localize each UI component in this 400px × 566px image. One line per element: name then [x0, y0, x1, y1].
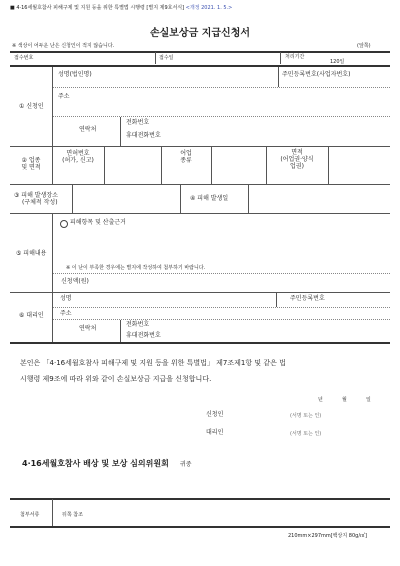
attach-label: 첨부서류: [20, 512, 40, 518]
damage-items-checkbox[interactable]: [60, 220, 68, 228]
date-month-label: 월: [342, 397, 347, 403]
agent-mobile-label: 휴대전화번호: [126, 332, 161, 339]
area-label: 면적 (어업권·양식 업권): [280, 149, 314, 170]
damage-date-label: ④ 피해 발생일: [190, 195, 229, 202]
applicant-section-label: ① 신청인: [19, 103, 44, 110]
applicant-phone-label: 전화번호: [126, 119, 150, 126]
applicant-address-label: 주소: [58, 93, 70, 100]
fishery-type-label: 어업 종류: [180, 150, 192, 164]
attach-value: 뒤쪽 참조: [62, 512, 83, 518]
agent-address-label: 주소: [60, 310, 72, 317]
receipt-date-label: 접수일: [159, 55, 174, 61]
damage-place-label: ③ 피해 발생장소 (구체적 작성): [14, 192, 58, 206]
period-label: 처리기간: [285, 54, 305, 60]
sign-applicant-hint[interactable]: (서명 또는 인): [290, 413, 322, 419]
notice-text: ※ 색상이 어두운 난은 신청인이 적지 않습니다.: [12, 43, 115, 49]
agent-phone-label: 전화번호: [126, 321, 150, 328]
period-value: 120일: [330, 59, 345, 65]
agent-name-label: 성명: [60, 295, 72, 302]
committee-suffix: 귀중: [179, 461, 192, 468]
form-title: 손실보상금 지급신청서: [149, 28, 251, 39]
committee-line: [22, 451, 192, 470]
date-day-label: 일: [366, 397, 371, 403]
declaration-line-1: 본인은 「4·16세월호참사 피해구제 및 지원 등을 위한 특별법」 제7조제1항 및 같은 법: [20, 359, 286, 367]
applicant-id-label: 주민등록번호(사업자번호): [282, 71, 351, 78]
damage-items-label: 피해항목 및 산출근거: [70, 219, 126, 226]
table-top-border: [10, 51, 390, 53]
applicant-contact-label: 연락처: [79, 126, 97, 133]
paper-size-note: 210mm×297mm[백상지 80g/㎡]: [288, 533, 367, 539]
requested-amount-label: 신청액(원): [61, 278, 89, 285]
declaration-line-2: 시행령 제9조에 따라 위와 같이 손실보상금 지급을 신청합니다.: [20, 375, 212, 383]
date-year-label: 년: [318, 397, 323, 403]
sign-agent-hint[interactable]: (서명 또는 인): [290, 431, 322, 437]
damage-note: ※ 이 난이 부족한 경우에는 별지에 작성하여 첨부하기 바랍니다.: [66, 265, 206, 271]
sign-agent-label: 대리인: [206, 429, 224, 436]
header-note-prefix: ■ 4·16세월호참사 피해구제 및 지원 등을 위한 특별법 시행령 [별지 제9호서식]: [10, 5, 185, 11]
business-section-label: ② 업종 및 면적: [21, 157, 41, 171]
agent-contact-label: 연락처: [79, 325, 97, 332]
applicant-name-label: 성명(법인명): [58, 71, 92, 78]
damage-section-label: ⑤ 피해내용: [16, 250, 47, 257]
sign-applicant-label: 신청인: [206, 411, 224, 418]
form-header-note: [10, 5, 232, 11]
header-note-amend: <개정 2021. 1. 5.>: [185, 5, 233, 11]
agent-id-label: 주민등록번호: [290, 295, 325, 302]
page-mark: (앞쪽): [357, 43, 371, 49]
agent-section-label: ⑥ 대리인: [19, 312, 44, 319]
applicant-mobile-label: 휴대전화번호: [126, 132, 161, 139]
committee-name: 4·16세월호참사 배상 및 보상 심의위원회: [22, 459, 169, 468]
receipt-no-label: 접수번호: [14, 55, 34, 61]
license-number-label: 면허번호 (허가, 신고): [62, 150, 94, 164]
